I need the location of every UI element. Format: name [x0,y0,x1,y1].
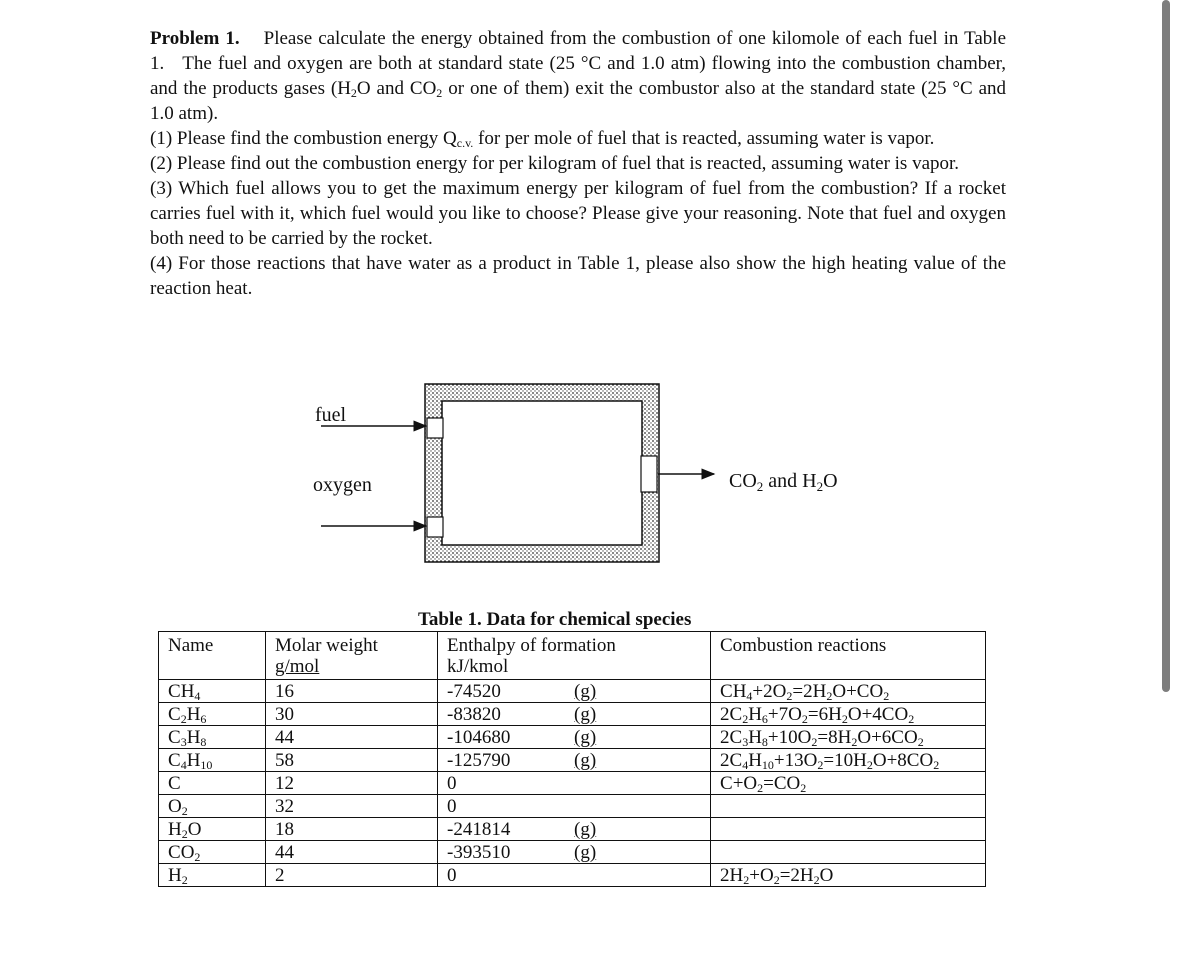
cell-name: $H_2O$ [159,818,266,841]
cell-enthalpy: -74520 (g) [438,680,711,703]
cell-reaction: $2C_2H_6+7O_2=6H_2O+4CO_2$ [711,703,986,726]
cell-molar-weight: 44 [266,726,438,749]
cell-molar-weight: 2 [266,864,438,887]
cell-molar-weight: 32 [266,795,438,818]
table-body [159,680,986,887]
cell-enthalpy: 0 [438,864,711,887]
cell-molar-weight: 16 [266,680,438,703]
table-row [159,680,986,703]
cell-enthalpy: 0 [438,795,711,818]
cell-enthalpy: -393510 (g) [438,841,711,864]
table-row [159,749,986,772]
cell-name: $C_2H_6$ [159,703,266,726]
oxygen-inlet-port [427,517,443,537]
header-molar-weight: Molar weight g/mol [266,632,438,680]
cell-reaction [711,841,986,864]
cell-name: C [159,772,266,795]
cell-name: $CO_2$ [159,841,266,864]
cell-name: $C_3H_8$ [159,726,266,749]
table-caption: Table 1. Data for chemical species [418,609,692,630]
question-4: (4) For those reactions that have water as a product in Table 1, please also show the high heating value of the reaction heat. [150,253,1006,299]
cell-name: $C_4H_{10}$ [159,749,266,772]
header-enthalpy: Enthalpy of formation kJ/kmol [438,632,711,680]
fuel-label: fuel [315,404,347,426]
table-row [159,703,986,726]
question-3: (3) Which fuel allows you to get the maximum energy per kilogram of fuel from the combustion? If a rocket carries fuel with it, which fuel would you like to choose? Please give your reasoning. Note that fuel and oxygen both need to be carried by the rocket. [150,178,1006,249]
cell-molar-weight: 58 [266,749,438,772]
cell-name: $O_2$ [159,795,266,818]
cell-reaction: $CH_4+2O_2=2H_2O+CO_2$ [711,680,986,703]
problem-label: Problem 1. [150,28,240,49]
cell-enthalpy: -125790 (g) [438,749,711,772]
cell-molar-weight: 18 [266,818,438,841]
table-row [159,841,986,864]
cell-enthalpy: 0 [438,772,711,795]
table-row [159,772,986,795]
header-reactions: Combustion reactions [711,632,986,680]
table-row [159,726,986,749]
cell-reaction: $2C_4H_{10}+13O_2=10H_2O+8CO_2$ [711,749,986,772]
cell-reaction: $C+O_2=CO_2$ [711,772,986,795]
cell-reaction: $2H_2+O_2=2H_2O$ [711,864,986,887]
cell-reaction: $2C_3H_8+10O_2=8H_2O+6CO_2$ [711,726,986,749]
species-data-table [158,631,986,887]
problem-statement [150,26,1006,301]
cell-enthalpy: -241814 (g) [438,818,711,841]
cell-enthalpy: -104680 (g) [438,726,711,749]
exhaust-port [641,456,657,492]
cell-name: $CH_4$ [159,680,266,703]
question-1: (1) Please find the combustion energy $Q_{c.v.}$ for per mole of fuel that is reacted, assuming water is vapor. [150,128,935,150]
table-header-row [159,632,986,680]
cell-molar-weight: 44 [266,841,438,864]
cell-reaction [711,795,986,818]
problem-intro: Problem 1. Please calculate the energy obtained from the combustion of one kilomole of each fuel in Table 1. The fuel and oxygen are both at standard state (25 °C and 1.0 atm) flowing into the combustion chamber, and the products gases ($H_2O$ and $CO_2$ or one of them) exit the combustor also at the standard state (25 °C and 1.0 atm). [150,28,1007,124]
cell-reaction [711,818,986,841]
table-row [159,818,986,841]
cell-enthalpy: -83820 (g) [438,703,711,726]
combustor-wall [425,384,659,562]
table-row [159,795,986,818]
oxygen-label: oxygen [313,474,372,496]
cell-molar-weight: 30 [266,703,438,726]
header-name: Name [159,632,266,680]
cell-name: $H_2$ [159,864,266,887]
cell-molar-weight: 12 [266,772,438,795]
products-label: $CO_2$ and $H_2O$ [729,470,838,494]
scrollbar[interactable] [1162,0,1170,692]
table-row [159,864,986,887]
fuel-inlet-port [427,418,443,438]
question-2: (2) Please find out the combustion energy for per kilogram of fuel that is reacted, assuming water is vapor. [150,153,960,174]
